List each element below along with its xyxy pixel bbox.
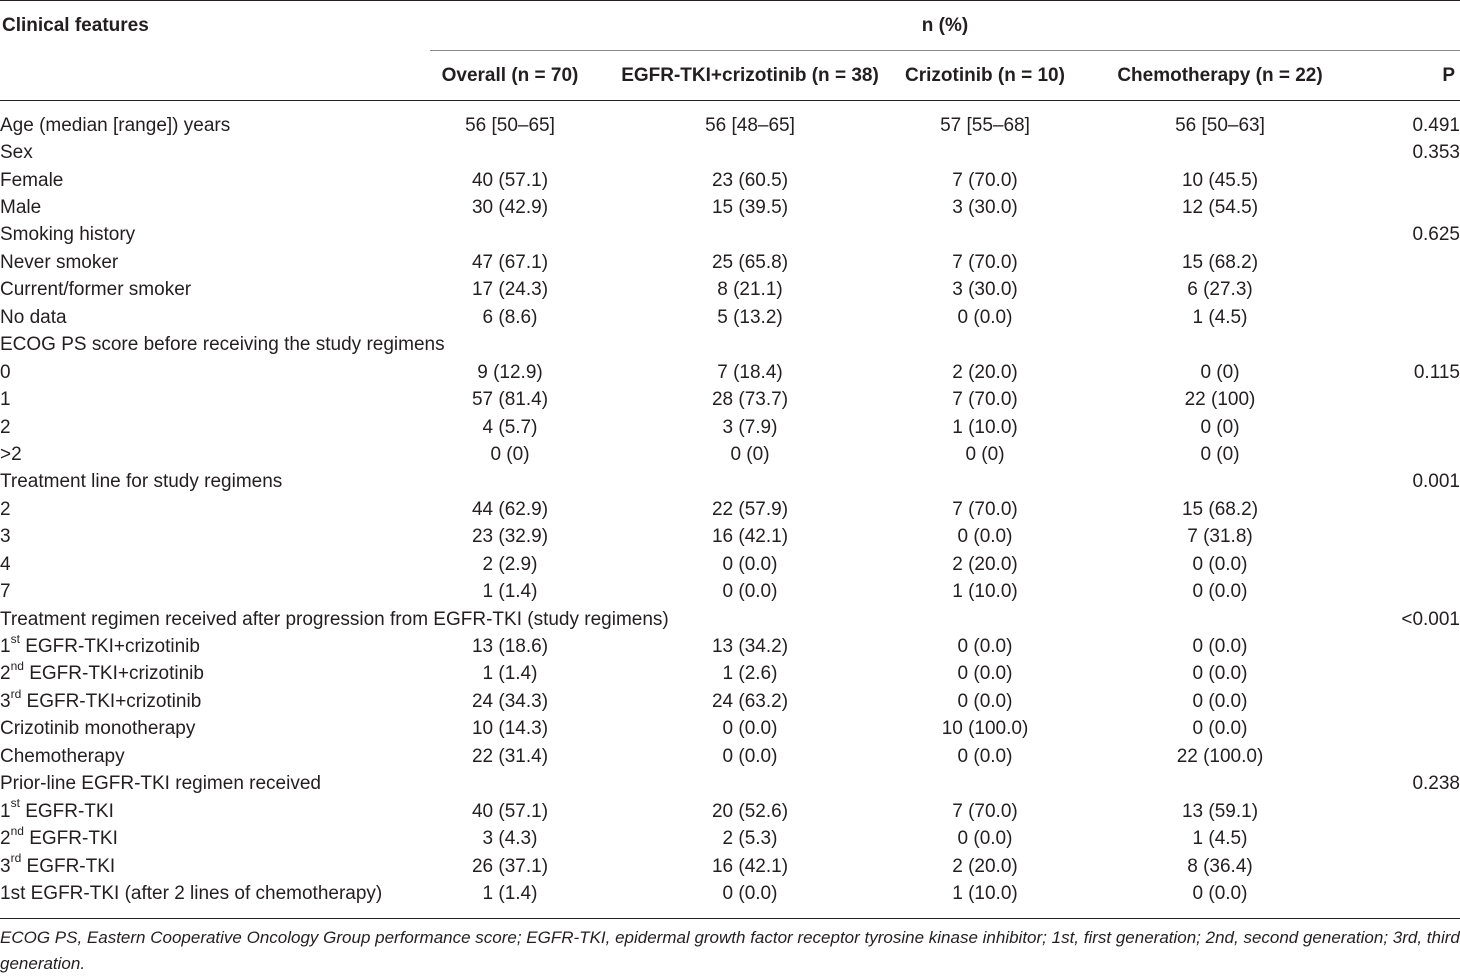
- p-value-cell: [1370, 441, 1460, 468]
- value-cell: 0 (0.0): [957, 663, 1013, 685]
- value-cell: [600, 771, 900, 798]
- table-row: [0, 716, 1460, 743]
- table-row: [0, 386, 1460, 413]
- p-value-cell: [1370, 551, 1460, 578]
- value-cell: [1070, 139, 1370, 166]
- value-cell: 0 (0.0): [1192, 718, 1248, 740]
- value-cell: 26 (37.1): [471, 855, 549, 877]
- p-value-cell: [1370, 249, 1460, 276]
- table-row: [0, 194, 1460, 221]
- value-cell: [900, 139, 1070, 166]
- table-row: [0, 798, 1460, 825]
- row-label: Sex: [0, 142, 33, 164]
- value-cell: 3 (7.9): [722, 416, 778, 438]
- p-value-cell: [1370, 194, 1460, 221]
- value-cell: [420, 332, 600, 359]
- table-row: [0, 332, 1460, 359]
- value-cell: 24 (63.2): [711, 690, 789, 712]
- row-label: ECOG PS score before receiving the study regimens: [0, 334, 445, 356]
- value-cell: [900, 606, 1070, 633]
- table-row: [0, 578, 1460, 605]
- value-cell: 44 (62.9): [471, 498, 549, 520]
- p-value-cell: 0.115: [1413, 361, 1460, 383]
- value-cell: 1 (4.5): [1192, 306, 1248, 328]
- value-cell: 1 (10.0): [952, 581, 1018, 603]
- value-cell: 0 (0.0): [722, 553, 778, 575]
- value-cell: 0 (0.0): [957, 828, 1013, 850]
- value-cell: 22 (57.9): [711, 498, 789, 520]
- clinical-features-header: Clinical features: [2, 15, 149, 36]
- row-label: 1st EGFR-TKI (after 2 lines of chemotherapy): [0, 882, 383, 904]
- value-cell: [420, 469, 600, 496]
- value-cell: 57 (81.4): [471, 389, 549, 411]
- value-cell: 4 (5.7): [482, 416, 538, 438]
- value-cell: 0 (0): [1200, 416, 1240, 438]
- row-label: Male: [0, 197, 42, 219]
- table-row: [0, 167, 1460, 194]
- value-cell: 57 [55–68]: [940, 114, 1030, 136]
- row-label: Never smoker: [0, 251, 119, 273]
- p-value-cell: [1370, 661, 1460, 688]
- table-row: [0, 743, 1460, 770]
- p-value-cell: [1370, 167, 1460, 194]
- row-label: >2: [0, 443, 22, 465]
- table-row: [0, 112, 1460, 139]
- value-cell: 8 (21.1): [717, 279, 783, 301]
- value-cell: 1 (1.4): [482, 663, 538, 685]
- row-label: Crizotinib monotherapy: [0, 718, 196, 740]
- p-value-cell: [1370, 414, 1460, 441]
- value-cell: 23 (60.5): [711, 169, 789, 191]
- value-cell: 22 (100): [1184, 389, 1256, 411]
- table-row: [0, 524, 1460, 551]
- value-cell: 3 (30.0): [952, 197, 1018, 219]
- value-cell: [900, 332, 1070, 359]
- value-cell: 16 (42.1): [711, 855, 789, 877]
- value-cell: 0 (0.0): [722, 882, 778, 904]
- value-cell: [900, 222, 1070, 249]
- value-cell: 0 (0.0): [722, 745, 778, 767]
- value-cell: 23 (32.9): [471, 526, 549, 548]
- row-label: 4: [0, 553, 11, 575]
- value-cell: 13 (34.2): [711, 636, 789, 658]
- row-label: Age (median [range]) years: [0, 114, 231, 136]
- value-cell: 13 (59.1): [1181, 800, 1259, 822]
- table-row: [0, 249, 1460, 276]
- row-label: 0: [0, 361, 11, 383]
- value-cell: 10 (100.0): [941, 718, 1029, 740]
- value-cell: 0 (0.0): [957, 306, 1013, 328]
- table-row: [0, 414, 1460, 441]
- label-number: 3: [0, 855, 11, 877]
- label-ordinal-suffix: st: [10, 796, 20, 811]
- label-number: 2: [0, 828, 11, 850]
- value-cell: 15 (68.2): [1181, 251, 1259, 273]
- row-label: Chemotherapy: [0, 745, 125, 767]
- value-cell: 0 (0): [490, 443, 530, 465]
- value-cell: 1 (10.0): [952, 882, 1018, 904]
- label-number: 1: [0, 636, 11, 658]
- table-footnote: ECOG PS, Eastern Cooperative Oncology Group performance score; EGFR-TKI, epidermal growth factor receptor tyrosine kinase inhibitor; 1st, first generation; 2nd, second generation; 3rd, third generation.: [0, 928, 1460, 973]
- row-label: Female: [0, 169, 64, 191]
- table-row: [0, 304, 1460, 331]
- value-cell: 15 (39.5): [711, 197, 789, 219]
- p-value-cell: <0.001: [1401, 608, 1460, 630]
- value-cell: 1 (1.4): [482, 882, 538, 904]
- row-label: 2: [0, 416, 11, 438]
- value-cell: 6 (8.6): [482, 306, 538, 328]
- value-cell: 0 (0.0): [1192, 636, 1248, 658]
- value-cell: 17 (24.3): [471, 279, 549, 301]
- row-label: 7: [0, 581, 11, 603]
- n-percent-header: n (%): [921, 15, 969, 36]
- chemotherapy-column-header: Chemotherapy (n = 22): [1117, 65, 1323, 86]
- row-label: Smoking history: [0, 224, 136, 246]
- p-value-cell: 0.238: [1412, 773, 1460, 795]
- value-cell: 0 (0.0): [957, 690, 1013, 712]
- p-value-cell: [1370, 524, 1460, 551]
- value-cell: 2 (20.0): [952, 553, 1018, 575]
- value-cell: [420, 139, 600, 166]
- value-cell: 1 (2.6): [722, 663, 778, 685]
- value-cell: 15 (68.2): [1181, 498, 1259, 520]
- value-cell: 24 (34.3): [471, 690, 549, 712]
- table-row: [0, 606, 1460, 633]
- value-cell: [900, 469, 1070, 496]
- value-cell: [600, 332, 900, 359]
- p-value-cell: [1370, 578, 1460, 605]
- row-label: [0, 853, 420, 880]
- value-cell: 7 (18.4): [717, 361, 783, 383]
- value-cell: 0 (0): [1200, 443, 1240, 465]
- p-value-cell: [1370, 304, 1460, 331]
- value-cell: 9 (12.9): [477, 361, 543, 383]
- label-text: EGFR-TKI: [23, 828, 118, 850]
- p-value-cell: [1370, 853, 1460, 880]
- p-value-cell: 0.491: [1412, 114, 1460, 136]
- value-cell: 30 (42.9): [471, 197, 549, 219]
- value-cell: 1 (10.0): [952, 416, 1018, 438]
- value-cell: 0 (0.0): [957, 526, 1013, 548]
- value-cell: 0 (0): [1200, 361, 1240, 383]
- value-cell: 7 (70.0): [952, 251, 1018, 273]
- label-number: 2: [0, 663, 11, 685]
- row-label: [0, 633, 420, 660]
- value-cell: 40 (57.1): [471, 169, 549, 191]
- row-label: 1: [0, 389, 11, 411]
- value-cell: [1070, 606, 1370, 633]
- value-cell: 25 (65.8): [711, 251, 789, 273]
- value-cell: 0 (0.0): [1192, 690, 1248, 712]
- value-cell: 1 (1.4): [482, 581, 538, 603]
- label-text: EGFR-TKI: [19, 800, 114, 822]
- value-cell: 56 [48–65]: [705, 114, 795, 136]
- table-body: [0, 112, 1460, 908]
- value-cell: [900, 771, 1070, 798]
- value-cell: 16 (42.1): [711, 526, 789, 548]
- value-cell: 47 (67.1): [471, 251, 549, 273]
- table-row: [0, 825, 1460, 852]
- label-ordinal-suffix: nd: [10, 823, 24, 838]
- row-label: Current/former smoker: [0, 279, 192, 301]
- value-cell: 12 (54.5): [1181, 197, 1259, 219]
- p-value-cell: [1370, 825, 1460, 852]
- table-row: [0, 551, 1460, 578]
- label-number: 3: [0, 690, 11, 712]
- value-cell: 0 (0.0): [957, 745, 1013, 767]
- value-cell: 40 (57.1): [471, 800, 549, 822]
- value-cell: 0 (0): [730, 443, 770, 465]
- value-cell: 2 (20.0): [952, 361, 1018, 383]
- table-row: [0, 441, 1460, 468]
- table-row: [0, 633, 1460, 660]
- value-cell: 0 (0.0): [1192, 581, 1248, 603]
- value-cell: 10 (45.5): [1181, 169, 1259, 191]
- row-label: [0, 661, 420, 688]
- table-row: [0, 771, 1460, 798]
- value-cell: 56 [50–63]: [1175, 114, 1265, 136]
- value-cell: 2 (20.0): [952, 855, 1018, 877]
- p-value-cell: [1370, 496, 1460, 523]
- table-row: [0, 277, 1460, 304]
- crizotinib-column-header: Crizotinib (n = 10): [905, 65, 1065, 86]
- value-cell: 8 (36.4): [1187, 855, 1253, 877]
- row-label: [0, 798, 420, 825]
- p-value-cell: 0.353: [1412, 142, 1460, 164]
- value-cell: [420, 771, 600, 798]
- table-row: [0, 496, 1460, 523]
- value-cell: [1070, 222, 1370, 249]
- p-value-cell: 0.001: [1412, 471, 1460, 493]
- row-label: Treatment line for study regimens: [0, 471, 283, 493]
- value-cell: 5 (13.2): [717, 306, 783, 328]
- value-cell: 7 (70.0): [952, 389, 1018, 411]
- row-label: Prior-line EGFR-TKI regimen received: [0, 773, 321, 795]
- table-row: [0, 359, 1460, 386]
- value-cell: [600, 469, 900, 496]
- value-cell: 22 (31.4): [471, 745, 549, 767]
- value-cell: 2 (2.9): [482, 553, 538, 575]
- value-cell: 20 (52.6): [711, 800, 789, 822]
- value-cell: [1070, 771, 1370, 798]
- label-number: 1: [0, 800, 11, 822]
- value-cell: 6 (27.3): [1187, 279, 1253, 301]
- header-bottom-rule: [0, 100, 1460, 101]
- table-row: [0, 139, 1460, 166]
- table-row: [0, 222, 1460, 249]
- label-text: EGFR-TKI: [21, 855, 116, 877]
- value-cell: 0 (0.0): [722, 581, 778, 603]
- label-ordinal-suffix: st: [10, 631, 20, 646]
- label-text: EGFR-TKI+crizotinib: [19, 636, 200, 658]
- p-value-cell: [1370, 798, 1460, 825]
- label-text: EGFR-TKI+crizotinib: [21, 690, 202, 712]
- value-cell: [1070, 469, 1370, 496]
- p-value-cell: 0.625: [1412, 224, 1460, 246]
- value-cell: 22 (100.0): [1176, 745, 1264, 767]
- value-cell: 1 (4.5): [1192, 828, 1248, 850]
- value-cell: 10 (14.3): [471, 718, 549, 740]
- label-ordinal-suffix: rd: [10, 851, 22, 866]
- value-cell: 28 (73.7): [711, 389, 789, 411]
- overall-column-header: Overall (n = 70): [441, 65, 579, 86]
- value-cell: 7 (70.0): [952, 498, 1018, 520]
- row-label: No data: [0, 306, 67, 328]
- row-label: Treatment regimen received after progression from EGFR-TKI (study regimens): [0, 608, 669, 630]
- label-ordinal-suffix: rd: [10, 686, 22, 701]
- value-cell: 3 (4.3): [482, 828, 538, 850]
- p-value-cell: [1370, 688, 1460, 715]
- row-label: 3: [0, 526, 11, 548]
- value-cell: 13 (18.6): [471, 636, 549, 658]
- value-cell: 0 (0.0): [722, 718, 778, 740]
- value-cell: 0 (0.0): [1192, 553, 1248, 575]
- row-label: [0, 825, 420, 852]
- value-cell: 2 (5.3): [722, 828, 778, 850]
- p-value-column-header: P: [1442, 65, 1455, 86]
- label-text: EGFR-TKI+crizotinib: [23, 663, 204, 685]
- table-bottom-rule: [0, 918, 1460, 919]
- table-row: [0, 661, 1460, 688]
- p-value-cell: [1370, 743, 1460, 770]
- value-cell: [600, 222, 900, 249]
- table-row: [0, 880, 1460, 907]
- row-label: [0, 688, 420, 715]
- value-cell: 7 (31.8): [1187, 526, 1253, 548]
- value-cell: 0 (0.0): [957, 636, 1013, 658]
- label-ordinal-suffix: nd: [10, 659, 24, 674]
- value-cell: 56 [50–65]: [465, 114, 555, 136]
- table-top-rule: [0, 0, 1460, 1]
- value-cell: [420, 222, 600, 249]
- table-row: [0, 853, 1460, 880]
- value-cell: 0 (0.0): [1192, 663, 1248, 685]
- value-cell: [1070, 332, 1370, 359]
- table-row: [0, 688, 1460, 715]
- p-value-cell: [1370, 880, 1460, 907]
- row-label: 2: [0, 498, 11, 520]
- p-value-cell: [1370, 386, 1460, 413]
- value-cell: [600, 139, 900, 166]
- value-cell: 3 (30.0): [952, 279, 1018, 301]
- value-cell: 7 (70.0): [952, 800, 1018, 822]
- value-cell: 0 (0.0): [1192, 882, 1248, 904]
- p-value-cell: [1370, 716, 1460, 743]
- egfr-tki-crizotinib-column-header: EGFR-TKI+crizotinib (n = 38): [621, 65, 879, 86]
- p-value-cell: [1370, 633, 1460, 660]
- table-row: [0, 469, 1460, 496]
- value-cell: 0 (0): [965, 443, 1005, 465]
- value-cell: 7 (70.0): [952, 169, 1018, 191]
- group-header-rule: [430, 50, 1460, 51]
- p-value-cell: [1370, 332, 1460, 359]
- p-value-cell: [1370, 277, 1460, 304]
